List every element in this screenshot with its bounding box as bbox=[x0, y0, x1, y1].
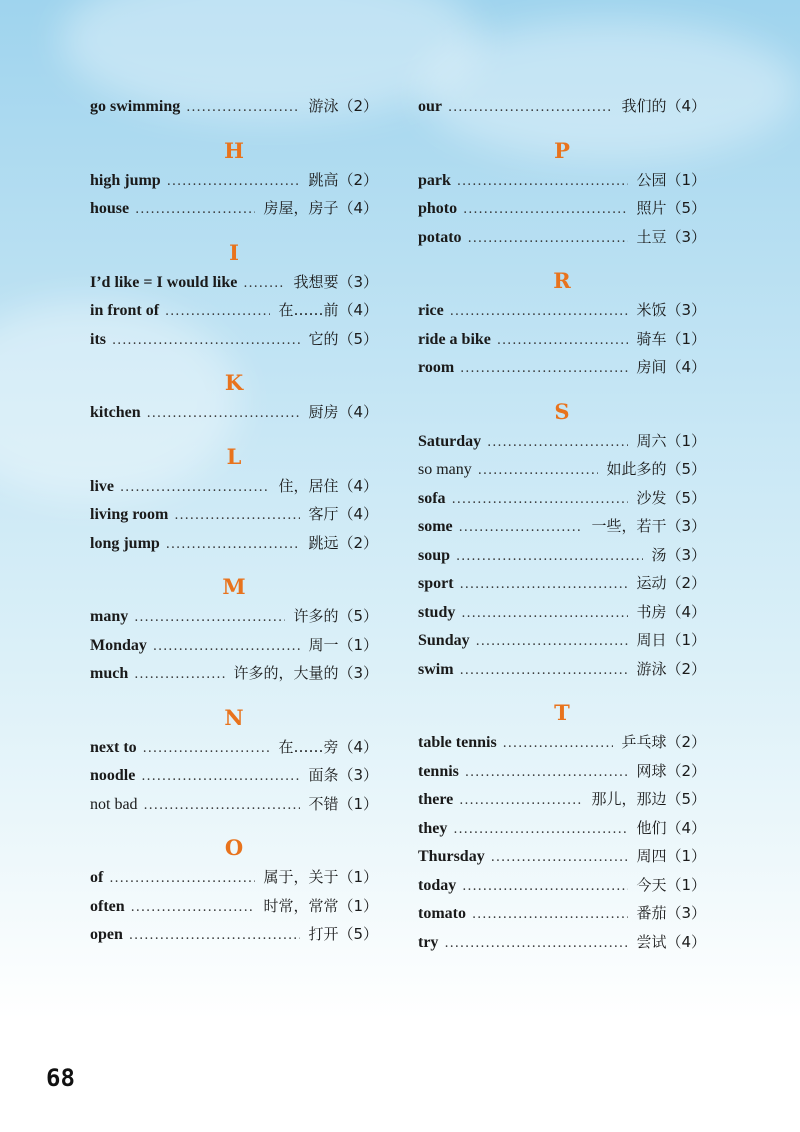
entry-word: tennis bbox=[418, 762, 459, 780]
section-gap bbox=[90, 818, 378, 833]
glossary-entry bbox=[90, 920, 378, 949]
entry-word: Saturday bbox=[418, 432, 482, 450]
dot-leader bbox=[144, 792, 301, 821]
entry-word: much bbox=[90, 665, 129, 682]
entry-word: ride a bike bbox=[418, 330, 491, 348]
dot-leader bbox=[444, 930, 628, 959]
glossary-entry bbox=[418, 92, 706, 121]
section-letter: M bbox=[222, 574, 246, 599]
glossary-entry bbox=[90, 892, 378, 921]
glossary-entry bbox=[418, 455, 706, 484]
entry-word: of bbox=[90, 869, 104, 886]
dot-leader bbox=[165, 298, 270, 327]
section-gap bbox=[90, 223, 378, 238]
glossary-entry bbox=[418, 899, 706, 928]
entry-meaning: 周日（1） bbox=[636, 631, 706, 649]
glossary-entry bbox=[418, 427, 706, 456]
glossary-entry bbox=[90, 761, 378, 790]
entry-word: study bbox=[418, 603, 456, 621]
entry-meaning: 游泳（2） bbox=[308, 97, 378, 115]
entry-word: not bad bbox=[90, 795, 138, 813]
glossary-section bbox=[90, 136, 378, 223]
glossary-entry bbox=[90, 631, 378, 660]
glossary-section bbox=[418, 698, 706, 956]
section-letter: O bbox=[224, 835, 244, 860]
section-letter: P bbox=[554, 137, 570, 163]
dot-leader bbox=[120, 474, 270, 503]
dot-leader bbox=[462, 873, 628, 902]
section-letter: T bbox=[554, 700, 570, 725]
glossary-section bbox=[418, 266, 706, 382]
dot-leader bbox=[143, 735, 271, 764]
entry-meaning: 许多的（5） bbox=[293, 607, 378, 625]
entry-word: house bbox=[90, 200, 130, 217]
entry-meaning: 番茄（3） bbox=[636, 904, 706, 922]
section-gap bbox=[90, 557, 378, 572]
dot-leader bbox=[460, 657, 629, 686]
glossary-entry bbox=[418, 626, 706, 655]
entry-meaning: 周四（1） bbox=[636, 847, 706, 865]
section-gap bbox=[418, 121, 706, 136]
section-gap bbox=[90, 427, 378, 442]
dot-leader bbox=[141, 763, 300, 792]
section-letter: I bbox=[229, 239, 239, 265]
entry-meaning: 属于，关于（1） bbox=[263, 868, 378, 886]
glossary-entry bbox=[418, 871, 706, 900]
section-letter: K bbox=[224, 370, 244, 395]
entry-meaning: 面条（3） bbox=[308, 766, 378, 784]
dot-leader bbox=[463, 196, 628, 225]
entry-word: sport bbox=[418, 575, 454, 592]
entry-word: some bbox=[418, 518, 453, 535]
dot-leader bbox=[134, 661, 225, 690]
entry-meaning: 打开（5） bbox=[308, 925, 378, 943]
dot-leader bbox=[135, 196, 255, 225]
glossary-entry bbox=[90, 398, 378, 427]
dot-leader bbox=[472, 901, 628, 930]
glossary-section bbox=[90, 572, 378, 688]
glossary-entry bbox=[90, 194, 378, 223]
entry-word: try bbox=[418, 933, 439, 951]
dot-leader bbox=[491, 844, 629, 873]
dot-leader bbox=[465, 759, 629, 788]
entry-word: in front of bbox=[90, 302, 160, 319]
entry-meaning: 土豆（3） bbox=[636, 227, 706, 246]
entry-meaning: 照片（5） bbox=[636, 199, 706, 217]
glossary-entry bbox=[90, 529, 378, 558]
glossary-entry bbox=[90, 268, 378, 297]
entry-meaning: 运动（2） bbox=[636, 574, 706, 592]
glossary-entry bbox=[418, 223, 706, 252]
entry-meaning: 许多的，大量的（3） bbox=[233, 664, 378, 682]
section-gap bbox=[418, 251, 706, 266]
entry-meaning: 今天（1） bbox=[636, 875, 706, 894]
entry-word: swim bbox=[418, 660, 454, 678]
dot-leader bbox=[129, 922, 301, 951]
entry-meaning: 乒乓球（2） bbox=[621, 733, 706, 751]
entry-meaning: 沙发（5） bbox=[636, 488, 706, 507]
dot-leader bbox=[456, 543, 643, 572]
dot-leader bbox=[461, 600, 628, 629]
entry-meaning: 网球（2） bbox=[636, 761, 706, 780]
entry-word: they bbox=[418, 819, 448, 837]
entry-word: there bbox=[418, 791, 454, 808]
entry-word: kitchen bbox=[90, 404, 141, 421]
glossary-entry bbox=[90, 863, 378, 892]
section-gap bbox=[90, 688, 378, 703]
page-number: 68 bbox=[46, 1064, 75, 1092]
entry-word: so many bbox=[418, 461, 472, 478]
glossary-section bbox=[90, 238, 378, 354]
dot-leader bbox=[503, 730, 614, 759]
glossary-entry bbox=[418, 541, 706, 570]
entry-word: its bbox=[90, 330, 106, 348]
section-letter: H bbox=[224, 137, 244, 163]
entry-meaning: 书房（4） bbox=[636, 602, 706, 621]
entry-word: I’d like = I would like bbox=[90, 273, 238, 291]
glossary-entry bbox=[90, 602, 378, 631]
dot-leader bbox=[460, 571, 629, 600]
entry-meaning: 房间（4） bbox=[636, 358, 706, 376]
entry-word: go swimming bbox=[90, 98, 181, 115]
dot-leader bbox=[450, 298, 629, 327]
entry-word: photo bbox=[418, 200, 458, 217]
section-letter: R bbox=[553, 268, 571, 293]
glossary-entry bbox=[418, 296, 706, 325]
entry-meaning: 尝试（4） bbox=[636, 932, 706, 951]
entry-meaning: 一些，若干（3） bbox=[591, 517, 706, 535]
glossary-entry bbox=[418, 655, 706, 684]
entry-meaning: 周六（1） bbox=[636, 431, 706, 450]
entry-meaning: 周一（1） bbox=[308, 635, 378, 654]
glossary-entry bbox=[418, 842, 706, 871]
entry-meaning: 我们的（4） bbox=[621, 97, 706, 115]
glossary-entry bbox=[418, 785, 706, 814]
dot-leader bbox=[134, 604, 285, 633]
dot-leader bbox=[459, 787, 583, 816]
entry-word: today bbox=[418, 876, 457, 894]
entry-word: potato bbox=[418, 228, 462, 246]
dot-leader bbox=[147, 400, 301, 429]
glossary-entry bbox=[90, 733, 378, 762]
dot-leader bbox=[478, 457, 599, 486]
entry-meaning: 不错（1） bbox=[308, 794, 378, 813]
entry-meaning: 公园（1） bbox=[636, 170, 706, 189]
entry-word: park bbox=[418, 171, 451, 189]
glossary-section bbox=[418, 92, 706, 121]
entry-meaning: 跳远（2） bbox=[308, 533, 378, 552]
dot-leader bbox=[457, 168, 629, 197]
glossary-entry bbox=[418, 757, 706, 786]
entry-meaning: 骑车（1） bbox=[636, 329, 706, 348]
entry-word: Monday bbox=[90, 636, 147, 654]
entry-meaning: 米饭（3） bbox=[636, 301, 706, 319]
entry-word: long jump bbox=[90, 534, 160, 552]
entry-meaning: 在……旁（4） bbox=[278, 737, 378, 756]
section-gap bbox=[418, 382, 706, 397]
section-letter: N bbox=[224, 704, 244, 730]
glossary-entry bbox=[90, 92, 378, 121]
glossary-section bbox=[90, 833, 378, 949]
entry-meaning: 游泳（2） bbox=[636, 659, 706, 678]
dot-leader bbox=[497, 327, 629, 356]
entry-word: soup bbox=[418, 546, 451, 564]
entry-word: room bbox=[418, 359, 455, 376]
section-letter: L bbox=[226, 443, 242, 469]
glossary-column-right bbox=[418, 92, 706, 956]
entry-word: Thursday bbox=[418, 848, 485, 865]
entry-word: high jump bbox=[90, 171, 161, 189]
glossary-entry bbox=[418, 814, 706, 843]
glossary-section bbox=[90, 703, 378, 819]
dot-leader bbox=[453, 816, 628, 845]
glossary-entry bbox=[90, 790, 378, 819]
entry-word: often bbox=[90, 897, 125, 915]
glossary-entry bbox=[90, 500, 378, 529]
glossary-entry bbox=[90, 659, 378, 688]
entry-word: living room bbox=[90, 506, 169, 523]
entry-word: noodle bbox=[90, 767, 136, 784]
dot-leader bbox=[167, 168, 301, 197]
glossary-entry bbox=[418, 598, 706, 627]
dot-leader bbox=[131, 894, 256, 923]
entry-word: tomato bbox=[418, 905, 466, 922]
dot-leader bbox=[174, 502, 300, 531]
dot-leader bbox=[468, 225, 629, 254]
dot-leader bbox=[476, 628, 629, 657]
dot-leader bbox=[109, 865, 255, 894]
glossary-entry bbox=[418, 512, 706, 541]
dot-leader bbox=[243, 270, 285, 299]
section-letter: S bbox=[554, 398, 570, 424]
entry-meaning: 我想要（3） bbox=[293, 272, 378, 291]
dot-leader bbox=[487, 429, 628, 458]
entry-meaning: 如此多的（5） bbox=[606, 460, 706, 478]
dot-leader bbox=[186, 94, 300, 123]
entry-meaning: 跳高（2） bbox=[308, 170, 378, 189]
dot-leader bbox=[452, 486, 629, 515]
glossary-section bbox=[418, 397, 706, 684]
entry-meaning: 房屋，房子（4） bbox=[263, 199, 378, 217]
dot-leader bbox=[112, 327, 300, 356]
dot-leader bbox=[459, 514, 584, 543]
glossary-entry bbox=[418, 484, 706, 513]
dot-leader bbox=[153, 633, 301, 662]
entry-meaning: 汤（3） bbox=[651, 545, 706, 564]
entry-word: live bbox=[90, 477, 114, 495]
entry-meaning: 他们（4） bbox=[636, 818, 706, 837]
glossary-section bbox=[418, 136, 706, 252]
entry-meaning: 它的（5） bbox=[308, 329, 378, 348]
glossary-entry bbox=[418, 353, 706, 382]
glossary-column-left bbox=[90, 92, 378, 949]
entry-word: our bbox=[418, 98, 442, 115]
glossary-entry bbox=[418, 166, 706, 195]
glossary-entry bbox=[90, 325, 378, 354]
glossary-entry bbox=[418, 728, 706, 757]
entry-word: Sunday bbox=[418, 632, 470, 649]
section-gap bbox=[418, 683, 706, 698]
glossary-section bbox=[90, 368, 378, 427]
dot-leader bbox=[460, 355, 628, 384]
entry-word: table tennis bbox=[418, 734, 497, 751]
glossary-entry bbox=[90, 296, 378, 325]
section-gap bbox=[90, 353, 378, 368]
entry-meaning: 时常，常常（1） bbox=[263, 896, 378, 915]
glossary-section bbox=[90, 92, 378, 121]
dot-leader bbox=[448, 94, 613, 123]
entry-word: many bbox=[90, 608, 129, 625]
entry-word: next to bbox=[90, 738, 137, 756]
glossary-entry bbox=[418, 928, 706, 957]
entry-word: sofa bbox=[418, 489, 446, 507]
glossary-entry bbox=[90, 472, 378, 501]
entry-word: open bbox=[90, 926, 123, 943]
glossary-section bbox=[90, 442, 378, 558]
entry-word: rice bbox=[418, 302, 444, 319]
entry-meaning: 那儿，那边（5） bbox=[591, 790, 706, 808]
section-gap bbox=[90, 121, 378, 136]
glossary-entry bbox=[90, 166, 378, 195]
entry-meaning: 住，居住（4） bbox=[278, 476, 378, 495]
glossary-entry bbox=[418, 569, 706, 598]
entry-meaning: 厨房（4） bbox=[308, 403, 378, 421]
entry-meaning: 在……前（4） bbox=[278, 301, 378, 319]
glossary-entry bbox=[418, 325, 706, 354]
dot-leader bbox=[166, 531, 301, 560]
glossary-entry bbox=[418, 194, 706, 223]
entry-meaning: 客厅（4） bbox=[308, 505, 378, 523]
